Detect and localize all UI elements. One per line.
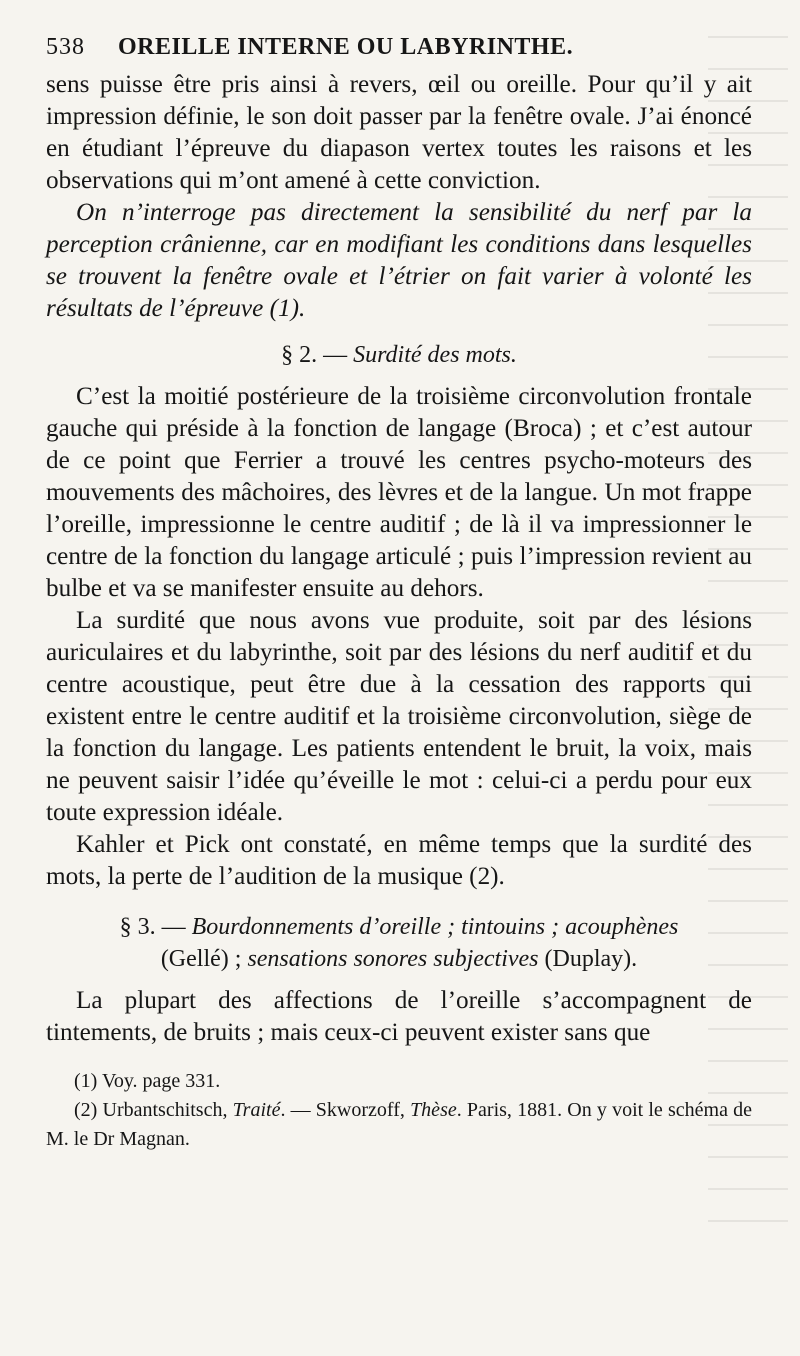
footnote-2 [46, 1096, 752, 1154]
section-3-author-2: (Duplay). [538, 946, 638, 972]
section-2-prefix: § 2. — [281, 342, 354, 368]
running-header [46, 34, 752, 61]
paragraph-surdite: La surdité que nous avons vue produite, soit par des lésions auriculaires et du labyrinthe, soit par des lésions du nerf auditif et du centre acoustique, peut être due à la cessation des rapports qui existent entre le centre auditif et la troisième circonvolution, siège de la fonction du langage. Les patients entendent le bruit, la voix, mais ne peuvent saisir l’idée qu’éveille le mot : celui-ci a perdu pour eux toute expression idéale. [46, 607, 752, 826]
section-3-line-2 [46, 943, 752, 975]
footnote-2-author: (2) Urbantschitsch, [74, 1099, 233, 1121]
paragraph-broca: C’est la moitié postérieure de la troisième circonvolution frontale gauche qui préside à la fonction de langage (Broca) ; et c’est autour de ce point que Ferrier a trouvé les centres psycho-moteurs des mouvements des mâchoires, des lèvres et de la langue. Un mot frappe l’oreille, impressionne le centre auditif ; de là il va impressionner le centre de la fonction du langage articulé ; puis l’impression revient au bulbe et va se manifester ensuite au dehors. [46, 383, 752, 602]
footnote-2-these: Thèse [410, 1099, 457, 1121]
footnote-2-sep: . — Skworzoff, [280, 1099, 411, 1121]
footnotes [46, 1067, 752, 1154]
footnote-2-work: Traité [232, 1099, 281, 1121]
paragraph-italic-note: On n’interroge pas directement la sensibilité du nerf par la perception crânienne, car en modifiant les conditions dans lesquelles se trouvent la fenêtre ovale et l’étrier on fait varier à volonté les résultats de l’épreuve (1). [46, 199, 752, 322]
section-3-heading: Bourdonnements d’oreille ; tintouins ; acouphènes [191, 914, 679, 940]
section-3-line-1 [46, 911, 752, 943]
section-3-author: (Gellé) ; [160, 946, 248, 972]
paragraph-acouphenes: La plupart des affections de l’oreille s’accompagnent de tintements, de bruits ; mais ceux-ci peuvent exister sans que [46, 987, 752, 1046]
page-number: 538 [46, 34, 85, 60]
paragraph-kahler-pick: Kahler et Pick ont constaté, en même temps que la surdité des mots, la perte de l’audition de la musique (2). [46, 831, 752, 890]
section-2-title [46, 339, 752, 371]
section-3-subtitle: sensations sonores subjectives [247, 946, 539, 972]
footnote-2-rest: . Paris, 1881. On y voit le schéma de M. le Dr Magnan. [46, 1099, 753, 1150]
section-2-heading: Surdité des mots. [353, 342, 517, 368]
running-title: OREILLE INTERNE OU LABYRINTHE. [118, 34, 574, 60]
section-3-title [46, 911, 752, 975]
section-3-prefix: § 3. — [119, 914, 192, 940]
paragraph-continuation: sens puisse être pris ainsi à revers, œil ou oreille. Pour qu’il y ait impression définie, le son doit passer par la fenêtre ovale. J’ai énoncé en étudiant l’épreuve du diapason vertex toutes les raisons et les observations qui m’ont amené à cette conviction. [46, 71, 752, 194]
footnote-1: (1) Voy. page 331. [74, 1070, 221, 1092]
